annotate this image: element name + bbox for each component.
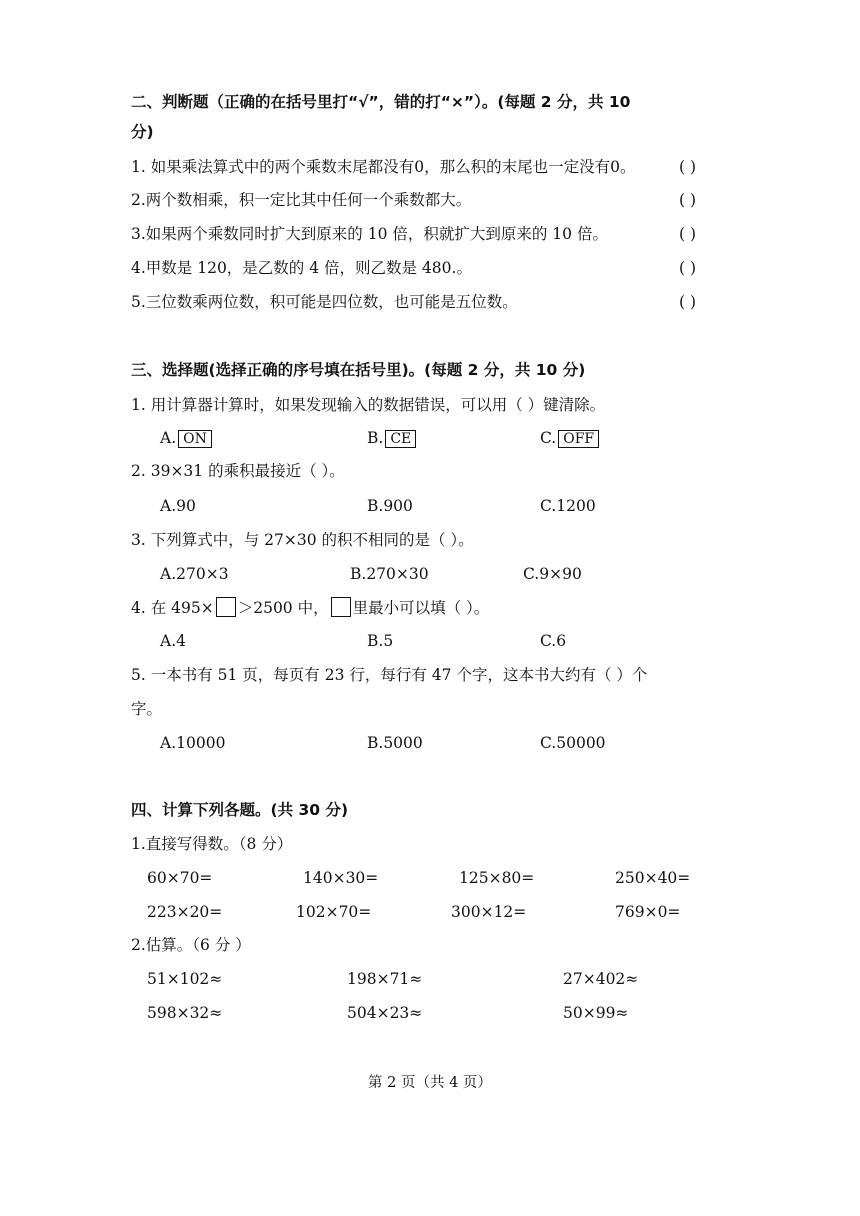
option-label: A. (160, 429, 177, 447)
choice-q4-text-a: 4. 在 495× (131, 599, 214, 617)
blank-box[interactable] (331, 597, 351, 617)
calculator-key-ce: CE (385, 430, 416, 448)
judge-answer-paren-4[interactable]: ( ) (679, 259, 697, 277)
judge-answer-paren-2[interactable]: ( ) (679, 191, 697, 209)
estimate-item[interactable]: 50×99≈ (563, 1004, 629, 1022)
calc-item[interactable]: 223×20= (147, 903, 223, 921)
choice-q4-option-c[interactable]: C.6 (540, 632, 567, 650)
calculator-key-on: ON (178, 430, 212, 448)
choice-q4 (131, 597, 489, 618)
choice-q4-text-c: 里最小可以填（ ）。 (352, 599, 490, 617)
choice-q5-option-b[interactable]: B.5000 (367, 734, 423, 752)
judge-answer-paren-3[interactable]: ( ) (679, 225, 697, 243)
calc-item[interactable]: 60×70= (147, 869, 213, 887)
calc-item[interactable]: 300×12= (451, 903, 527, 921)
choice-q1: 1. 用计算器计算时，如果发现输入的数据错误，可以用（ ）键清除。 (131, 396, 606, 414)
choice-q2: 2. 39×31 的乘积最接近（ ）。 (131, 462, 345, 480)
choice-q4-option-b[interactable]: B.5 (367, 632, 394, 650)
estimate-item[interactable]: 51×102≈ (147, 970, 223, 988)
section3-title: 三、选择题(选择正确的序号填在括号里)。(每题 2 分，共 10 分) (131, 361, 586, 379)
option-label: C. (540, 429, 557, 447)
estimate-item[interactable]: 598×32≈ (147, 1004, 223, 1022)
choice-q3-option-a[interactable]: A.270×3 (160, 565, 229, 583)
choice-q4-text-b: ＞2500 中， (237, 599, 329, 617)
section4-part1-title: 1.直接写得数。（8 分） (131, 835, 293, 853)
choice-q5-option-c[interactable]: C.50000 (540, 734, 606, 752)
choice-q5-cont: 字。 (131, 700, 163, 718)
choice-q1-option-c[interactable] (540, 428, 599, 448)
calc-item[interactable]: 125×80= (459, 869, 535, 887)
calc-item[interactable]: 102×70= (296, 903, 372, 921)
choice-q3: 3. 下列算式中，与 27×30 的积不相同的是（ ）。 (131, 531, 474, 549)
judge-item-2: 2.两个数相乘，积一定比其中任何一个乘数都大。 (131, 191, 472, 209)
estimate-item[interactable]: 27×402≈ (563, 970, 639, 988)
choice-q3-option-b[interactable]: B.270×30 (350, 565, 429, 583)
blank-box[interactable] (216, 597, 236, 617)
estimate-item[interactable]: 504×23≈ (347, 1004, 423, 1022)
judge-answer-paren-5[interactable]: ( ) (679, 293, 697, 311)
estimate-item[interactable]: 198×71≈ (347, 970, 423, 988)
page-footer: 第 2 页（共 4 页） (368, 1075, 492, 1091)
calculator-key-off: OFF (558, 430, 599, 448)
calc-item[interactable]: 769×0= (615, 903, 681, 921)
judge-item-5: 5.三位数乘两位数，积可能是四位数，也可能是五位数。 (131, 293, 518, 311)
section4-part2-title: 2.估算。（6 分 ） (131, 936, 251, 954)
calc-item[interactable]: 140×30= (303, 869, 379, 887)
choice-q2-option-b[interactable]: B.900 (367, 497, 413, 515)
choice-q5-option-a[interactable]: A.10000 (160, 734, 226, 752)
section2-title-cont: 分) (131, 123, 154, 141)
judge-item-3: 3.如果两个乘数同时扩大到原来的 10 倍，积就扩大到原来的 10 倍。 (131, 225, 608, 243)
section2-title: 二、判断题（正确的在括号里打“√”，错的打“×”）。(每题 2 分，共 10 (131, 93, 631, 111)
choice-q2-option-a[interactable]: A.90 (160, 497, 196, 515)
judge-item-4: 4.甲数是 120，是乙数的 4 倍，则乙数是 480.。 (131, 259, 472, 277)
judge-answer-paren-1[interactable]: ( ) (679, 158, 697, 176)
calc-item[interactable]: 250×40= (615, 869, 691, 887)
judge-item-1: 1. 如果乘法算式中的两个乘数末尾都没有0，那么积的末尾也一定没有0。 (131, 158, 636, 176)
choice-q2-option-c[interactable]: C.1200 (540, 497, 596, 515)
choice-q3-option-c[interactable]: C.9×90 (523, 565, 582, 583)
option-label: B. (367, 429, 384, 447)
choice-q1-option-b[interactable] (367, 428, 416, 448)
choice-q5: 5. 一本书有 51 页，每页有 23 行，每行有 47 个字，这本书大约有（ ）个 (131, 666, 648, 684)
choice-q4-option-a[interactable]: A.4 (160, 632, 186, 650)
section4-title: 四、计算下列各题。(共 30 分) (131, 801, 349, 819)
choice-q1-option-a[interactable] (160, 428, 212, 448)
